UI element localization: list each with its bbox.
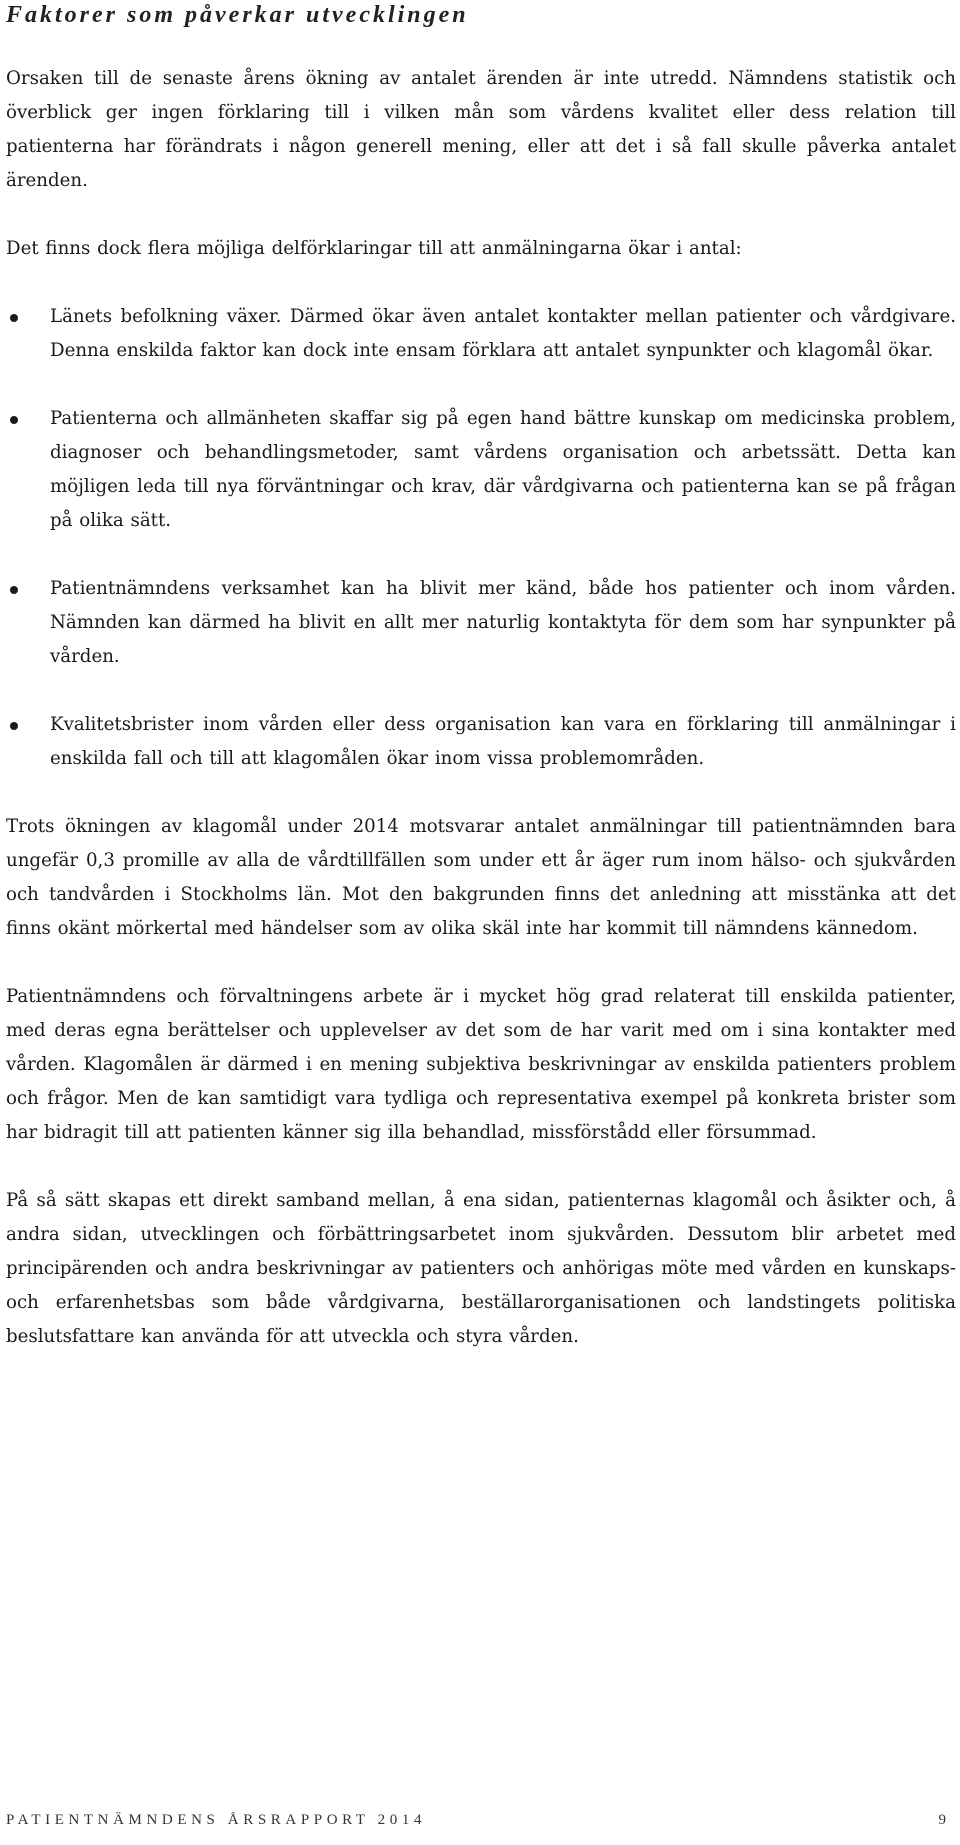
bullet-icon xyxy=(10,722,18,730)
page-footer xyxy=(6,1812,946,1829)
list-item xyxy=(6,708,956,776)
paragraph-lead-in: Det finns dock flera möjliga delförklaringar till att anmälningarna ökar i antal: xyxy=(6,238,742,259)
paragraph-individual-focus: Patientnämndens och förvaltningens arbete är i mycket hög grad relaterat till enskilda patienter, med deras egna berättelser och upplevelser av det som de har varit med om i sina kontakter med vården. Klagomålen är därmed i en mening subjektiva beskrivningar av enskilda patienters problem och frågor. Men de kan samtidigt vara tydliga och representativa exempel på konkreta brister som har bidragit till att patienten känner sig illa behandlad, missförstådd eller försummad. xyxy=(6,986,956,1143)
paragraph-comparison: Trots ökningen av klagomål under 2014 motsvarar antalet anmälningar till patientnämnden bara ungefär 0,3 promille av alla de vårdtillfällen som under ett år äger rum inom hälso- och sjukvården och tandvården i Stockholms län. Mot den bakgrunden finns det anledning att misstänka att det finns okänt mörkertal med händelser som av olika skäl inte har kommit till nämndens kännedom. xyxy=(6,816,956,939)
section-title: Faktorer som påverkar utvecklingen xyxy=(6,2,469,28)
list-item-text: Länets befolkning växer. Därmed ökar även antalet kontakter mellan patienter och vårdgivare. Denna enskilda faktor kan dock inte ensam förklara att antalet synpunkter och klagomål ökar. xyxy=(50,306,956,361)
paragraph-intro: Orsaken till de senaste årens ökning av antalet ärenden är inte utredd. Nämndens statistik och överblick ger ingen förklaring till i vilken mån som vårdens kvalitet eller dess relation till patienterna har förändrats i någon generell mening, eller att det i så fall skulle påverka antalet ärenden. xyxy=(6,68,956,191)
report-name: PATIENTNÄMNDENS ÅRSRAPPORT 2014 xyxy=(6,1812,427,1828)
list-item-text: Kvalitetsbrister inom vården eller dess organisation kan vara en förklaring till anmälningar i enskilda fall och till att klagomålen ökar inom vissa problemområden. xyxy=(50,714,956,769)
bullet-icon xyxy=(10,416,18,424)
reasons-list xyxy=(6,300,956,776)
paragraph-connection: På så sätt skapas ett direkt samband mellan, å ena sidan, patienternas klagomål och åsikter och, å andra sidan, utvecklingen och förbättringsarbetet inom sjukvården. Dessutom blir arbetet med principärenden och andra beskrivningar av patienters och anhörigas möte med vården en kunskaps- och erfarenhetsbas som både vårdgivarna, beställarorganisationen och landstingets politiska beslutsfattare kan använda för att utveckla och styra vården. xyxy=(6,1190,956,1347)
list-item xyxy=(6,572,956,674)
body-text xyxy=(6,62,956,1388)
list-item xyxy=(6,300,956,368)
bullet-icon xyxy=(10,586,18,594)
list-item-text: Patientnämndens verksamhet kan ha blivit mer känd, både hos patienter och inom vården. Nämnden kan därmed ha blivit en allt mer naturlig kontaktyta för dem som har synpunkter på vården. xyxy=(50,578,956,667)
list-item xyxy=(6,402,956,538)
list-item-text: Patienterna och allmänheten skaffar sig på egen hand bättre kunskap om medicinska problem, diagnoser och behandlingsmetoder, samt vårdens organisation och arbetssätt. Detta kan möjligen leda till nya förväntningar och krav, där vårdgivarna och patienterna kan se på frågan på olika sätt. xyxy=(50,408,956,531)
page-number: 9 xyxy=(938,1812,946,1828)
bullet-icon xyxy=(10,314,18,322)
